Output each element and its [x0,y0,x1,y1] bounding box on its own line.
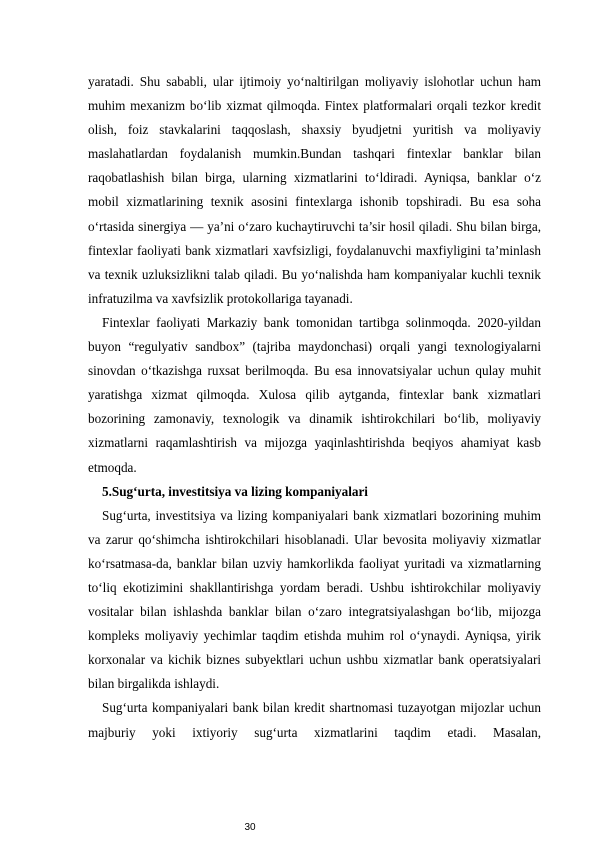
page-number: 30 [244,822,256,833]
section-heading: 5.Sug‘urta, investitsiya va lizing kompaniyalari [102,483,368,499]
page-body [88,70,541,745]
body-paragraph: Sug‘urta kompaniyalari bank bilan kredit shartnomasi tuzayotgan mijozlar uchun majburiy yoki ixtiyoriy sug‘urta xizmatlarini taqdim etadi. Masalan, [88,700,541,740]
body-paragraph: Fintexlar faoliyati Markaziy bank tomonidan tartibga solinmoqda. 2020-yildan buyon “regulyativ sandbox” (tajriba maydonchasi) orqali yangi texnologiyalarni sinovdan o‘tkazishga ruxsat berilmoqda. Bu esa innovatsiyalar uchun qulay muhit yaratishga xizmat qilmoqda. Xulosa qilib aytganda, fintexlar bank xizmatlari bozorining zamonaviy, texnologik va dinamik ishtirokchilari bo‘lib, moliyaviy xizmatlarni raqamlashtirish va mijozga yaqinlashtirishda beqiyos ahamiyat kasb etmoqda. [88,314,541,475]
body-paragraph: yaratadi. Shu sababli, ular ijtimoiy yo‘naltirilgan moliyaviy islohotlar uchun ham muhim mexanizm bo‘lib xizmat qilmoqda. Fintex platformalari orqali tezkor kredit olish, foiz stavkalarini taqqoslash, shaxsiy byudjetni yuritish va moliyaviy maslahatlardan foydalanish mumkin.Bundan tashqari fintexlar banklar bilan raqobatlashish bilan birga, ularning xizmatlarini to‘ldiradi. Ayniqsa, banklar o‘z mobil xizmatlarining texnik asosini fintexlarga ishonib topshiradi. Bu esa soha o‘rtasida sinergiya — ya’ni o‘zaro kuchaytiruvchi ta’sir hosil qiladi. Shu bilan birga, fintexlar faoliyati bank xizmatlari xavfsizligi, foydalanuvchi maxfiyligini ta’minlash va texnik uzluksizlikni talab qiladi. Bu yo‘nalishda ham kompaniyalar kuchli texnik infratuzilma va xavfsizlik protokollariga tayanadi. [88,74,541,306]
body-paragraph: Sug‘urta, investitsiya va lizing kompaniyalari bank xizmatlari bozorining muhim va zarur qo‘shimcha ishtirokchilari hisoblanadi. Ular bevosita moliyaviy xizmatlar ko‘rsatmasa-da, banklar bilan uzviy hamkorlikda faoliyat yuritadi va xizmatlarning to‘liq ekotizimini shakllantirishga yordam beradi. Ushbu ishtirokchilar moliyaviy vositalar bilan ishlashda banklar bilan o‘zaro integratsiyalashgan bo‘lib, mijozga kompleks moliyaviy yechimlar taqdim etishda muhim rol o‘ynaydi. Ayniqsa, yirik korxonalar va kichik biznes subyektlari uchun ushbu xizmatlar bank operatsiyalari bilan birgalikda ishlaydi. [88,507,541,692]
